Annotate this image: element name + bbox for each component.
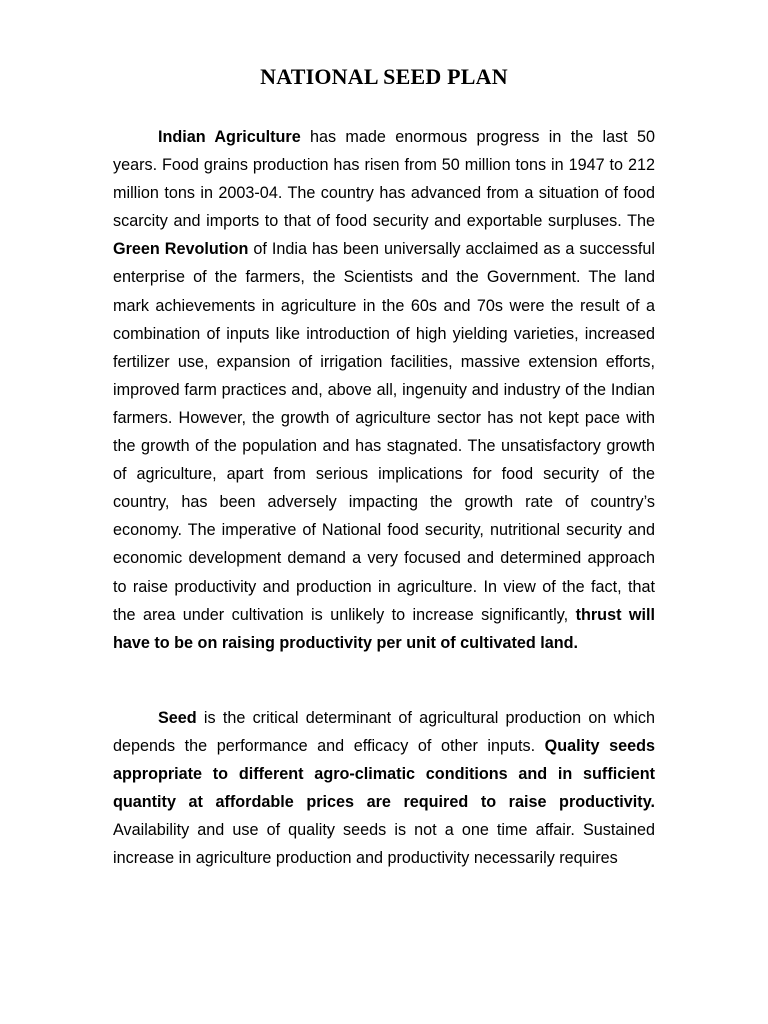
bold-phrase: Seed: [158, 709, 197, 727]
paragraph-text: is the critical determinant of agricultural production on which depends the performance and efficacy of other inputs.: [113, 709, 655, 756]
document-title: NATIONAL SEED PLAN: [260, 64, 508, 89]
paragraph-seed: [113, 704, 655, 873]
paragraph-indian-agriculture: [113, 123, 655, 657]
paragraph-text: of India has been universally acclaimed as a successful enterprise of the farmers, the Scientists and the Government. The land mark achievements in agriculture in the 60s and 70s were the result of a combination of inputs like introduction of high yielding varieties, increased fertilizer use, expansion of irrigation facilities, massive extension efforts, improved farm practices and, above all, ingenuity and industry of the Indian farmers. However, the growth of agriculture sector has not kept pace with the growth of the population and has stagnated. The unsatisfactory growth of agriculture, apart from serious implications for food security of the country, has been adversely impacting the growth rate of country’s economy. The imperative of National food security, nutritional security and economic development demand a very focused and determined approach to raise productivity and production in agriculture. In view of the fact, that the area under cultivation is unlikely to increase significantly,: [113, 240, 655, 624]
paragraph-text: Availability and use of quality seeds is not a one time affair. Sustained increase in agriculture production and productivity necessarily requires: [113, 821, 655, 868]
bold-phrase: Quality seeds appropriate to different agro-climatic conditions and in sufficient quantity at affordable prices are required to raise productivity.: [113, 737, 655, 812]
bold-phrase: thrust will have to be on raising productivity per unit of cultivated land.: [113, 605, 655, 652]
bold-phrase: Green Revolution: [113, 240, 249, 259]
paragraph-text: has made enormous progress in the last 50 years. Food grains production has risen from 50 million tons in 1947 to 212 million tons in 2003-04. The country has advanced from a situation of food scarcity and imports to that of food security and exportable surpluses. The: [113, 128, 655, 231]
bold-phrase: Indian Agriculture: [158, 128, 301, 146]
